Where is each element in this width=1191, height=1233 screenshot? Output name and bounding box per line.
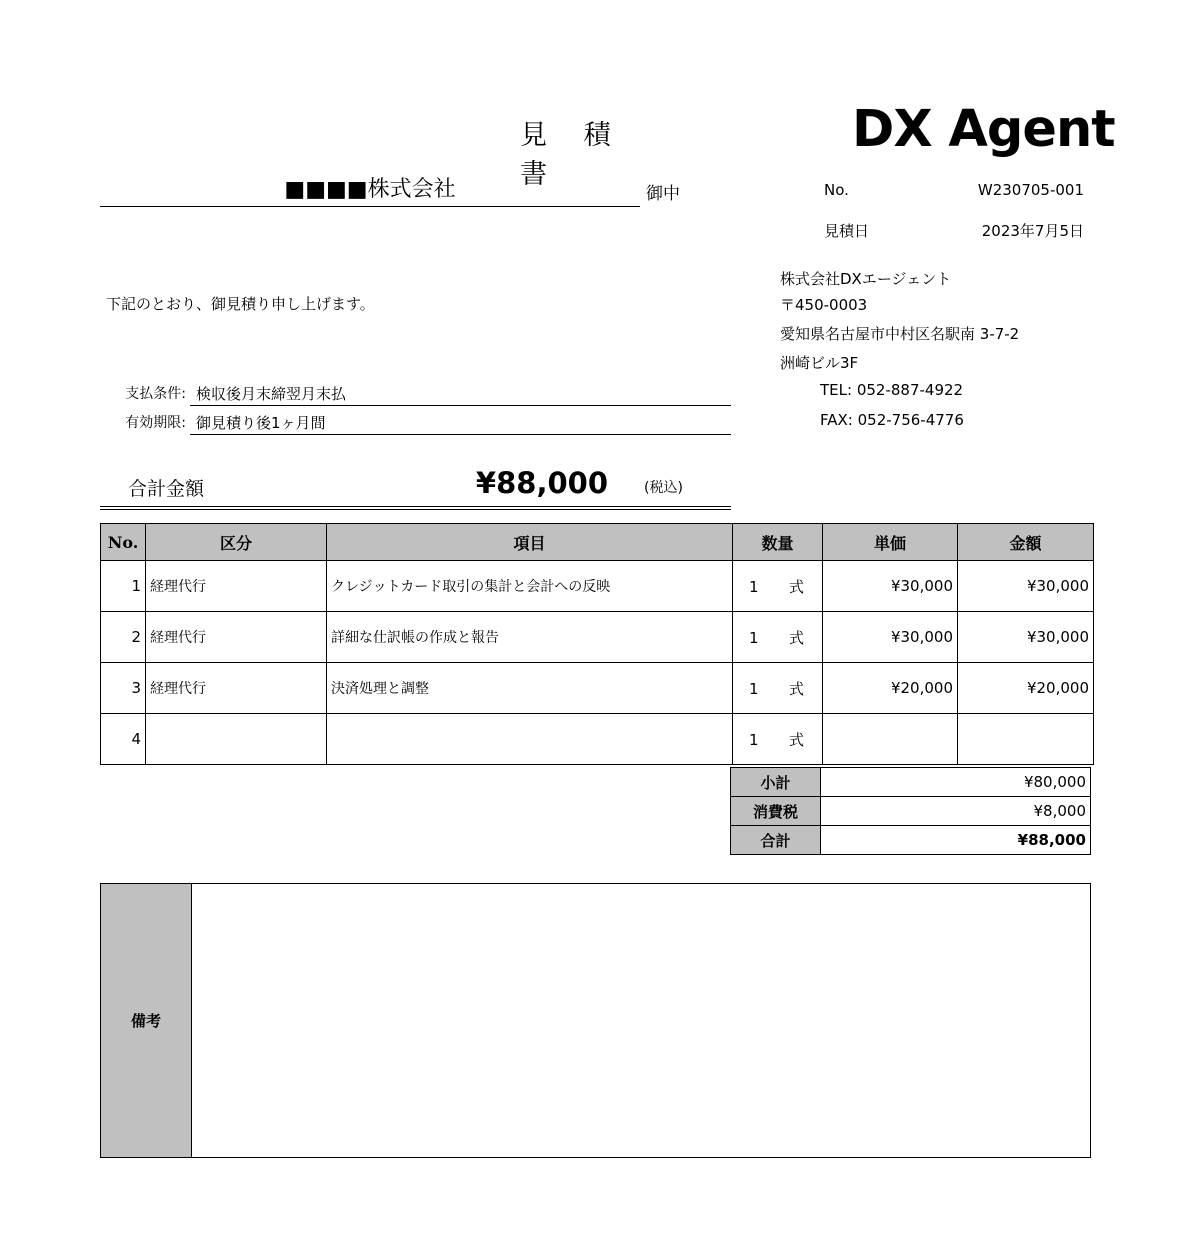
row-unit-price: ¥20,000 [823, 663, 958, 714]
table-row [101, 561, 1094, 612]
tax-row [731, 797, 1091, 826]
quantity-unit: 式 [789, 577, 805, 596]
row-item: クレジットカード取引の集計と会計への反映 [327, 561, 733, 612]
row-amount: ¥30,000 [958, 612, 1094, 663]
row-item: 詳細な仕訳帳の作成と報告 [327, 612, 733, 663]
quantity-unit: 式 [789, 679, 805, 698]
validity-label: 有効期限: [125, 415, 186, 431]
client-suffix: 御中 [646, 184, 680, 204]
sender-address-2: 洲崎ビル3F [780, 354, 859, 372]
table-row [101, 663, 1094, 714]
client-name: ■■■■株式会社 [100, 175, 640, 207]
row-quantity [733, 561, 823, 612]
row-category: 経理代行 [146, 612, 327, 663]
payment-terms-value: 検収後月末締翌月末払 [196, 385, 347, 403]
row-amount: ¥20,000 [958, 663, 1094, 714]
estimate-no-label: No. [824, 181, 849, 199]
quantity-number: 1 [749, 730, 759, 749]
row-category: 経理代行 [146, 561, 327, 612]
grand-total-value: ¥88,000 [821, 826, 1091, 855]
total-underline [100, 506, 731, 510]
sender-tel: TEL: 052-887-4922 [820, 381, 964, 399]
quantity-number: 1 [749, 577, 759, 596]
estimate-date-label: 見積日 [824, 222, 870, 240]
line-items-table [100, 523, 1094, 765]
subtotal-value: ¥80,000 [821, 768, 1091, 797]
header-quantity: 数量 [733, 524, 823, 561]
row-unit-price: ¥30,000 [823, 612, 958, 663]
total-amount: ¥88,000 [475, 466, 608, 500]
row-no: 3 [101, 663, 146, 714]
validity-value: 御見積り後1ヶ月間 [196, 414, 326, 432]
quantity-unit: 式 [789, 730, 805, 749]
row-quantity [733, 612, 823, 663]
header-amount: 金額 [958, 524, 1094, 561]
row-no: 4 [101, 714, 146, 765]
company-logo: DX Agent [852, 100, 1115, 159]
payment-terms-label: 支払条件: [125, 386, 186, 402]
row-amount [958, 714, 1094, 765]
row-unit-price: ¥30,000 [823, 561, 958, 612]
header-no: No. [101, 524, 146, 561]
notes-box [100, 883, 1091, 1158]
row-no: 2 [101, 612, 146, 663]
row-unit-price [823, 714, 958, 765]
row-category: 経理代行 [146, 663, 327, 714]
header-item: 項目 [327, 524, 733, 561]
table-header-row [101, 524, 1094, 561]
grand-total-row [731, 826, 1091, 855]
tax-included-note: (税込) [644, 480, 683, 496]
document-title: 見 積 書 [520, 120, 625, 190]
row-no: 1 [101, 561, 146, 612]
row-quantity [733, 663, 823, 714]
row-item [327, 714, 733, 765]
estimate-no-value: W230705-001 [977, 181, 1084, 199]
row-item: 決済処理と調整 [327, 663, 733, 714]
estimate-date-value: 2023年7月5日 [981, 222, 1084, 240]
grand-total-label: 合計 [731, 826, 821, 855]
sender-postal: 〒450-0003 [780, 296, 868, 314]
table-row [101, 714, 1094, 765]
quantity-number: 1 [749, 679, 759, 698]
totals-table [730, 767, 1091, 855]
quantity-unit: 式 [789, 628, 805, 647]
header-category: 区分 [146, 524, 327, 561]
total-amount-label: 合計金額 [128, 478, 205, 500]
header-unit-price: 単価 [823, 524, 958, 561]
subtotal-row [731, 768, 1091, 797]
subtotal-label: 小計 [731, 768, 821, 797]
quantity-number: 1 [749, 628, 759, 647]
row-category [146, 714, 327, 765]
sender-address-1: 愛知県名古屋市中村区名駅南 3-7-2 [780, 325, 1020, 343]
tax-label: 消費税 [731, 797, 821, 826]
notes-label: 備考 [101, 884, 192, 1157]
row-quantity [733, 714, 823, 765]
sender-fax: FAX: 052-756-4776 [820, 411, 964, 429]
row-amount: ¥30,000 [958, 561, 1094, 612]
intro-text: 下記のとおり、御見積り申し上げます。 [106, 295, 375, 313]
table-row [101, 612, 1094, 663]
sender-company: 株式会社DXエージェント [780, 270, 952, 288]
tax-value: ¥8,000 [821, 797, 1091, 826]
